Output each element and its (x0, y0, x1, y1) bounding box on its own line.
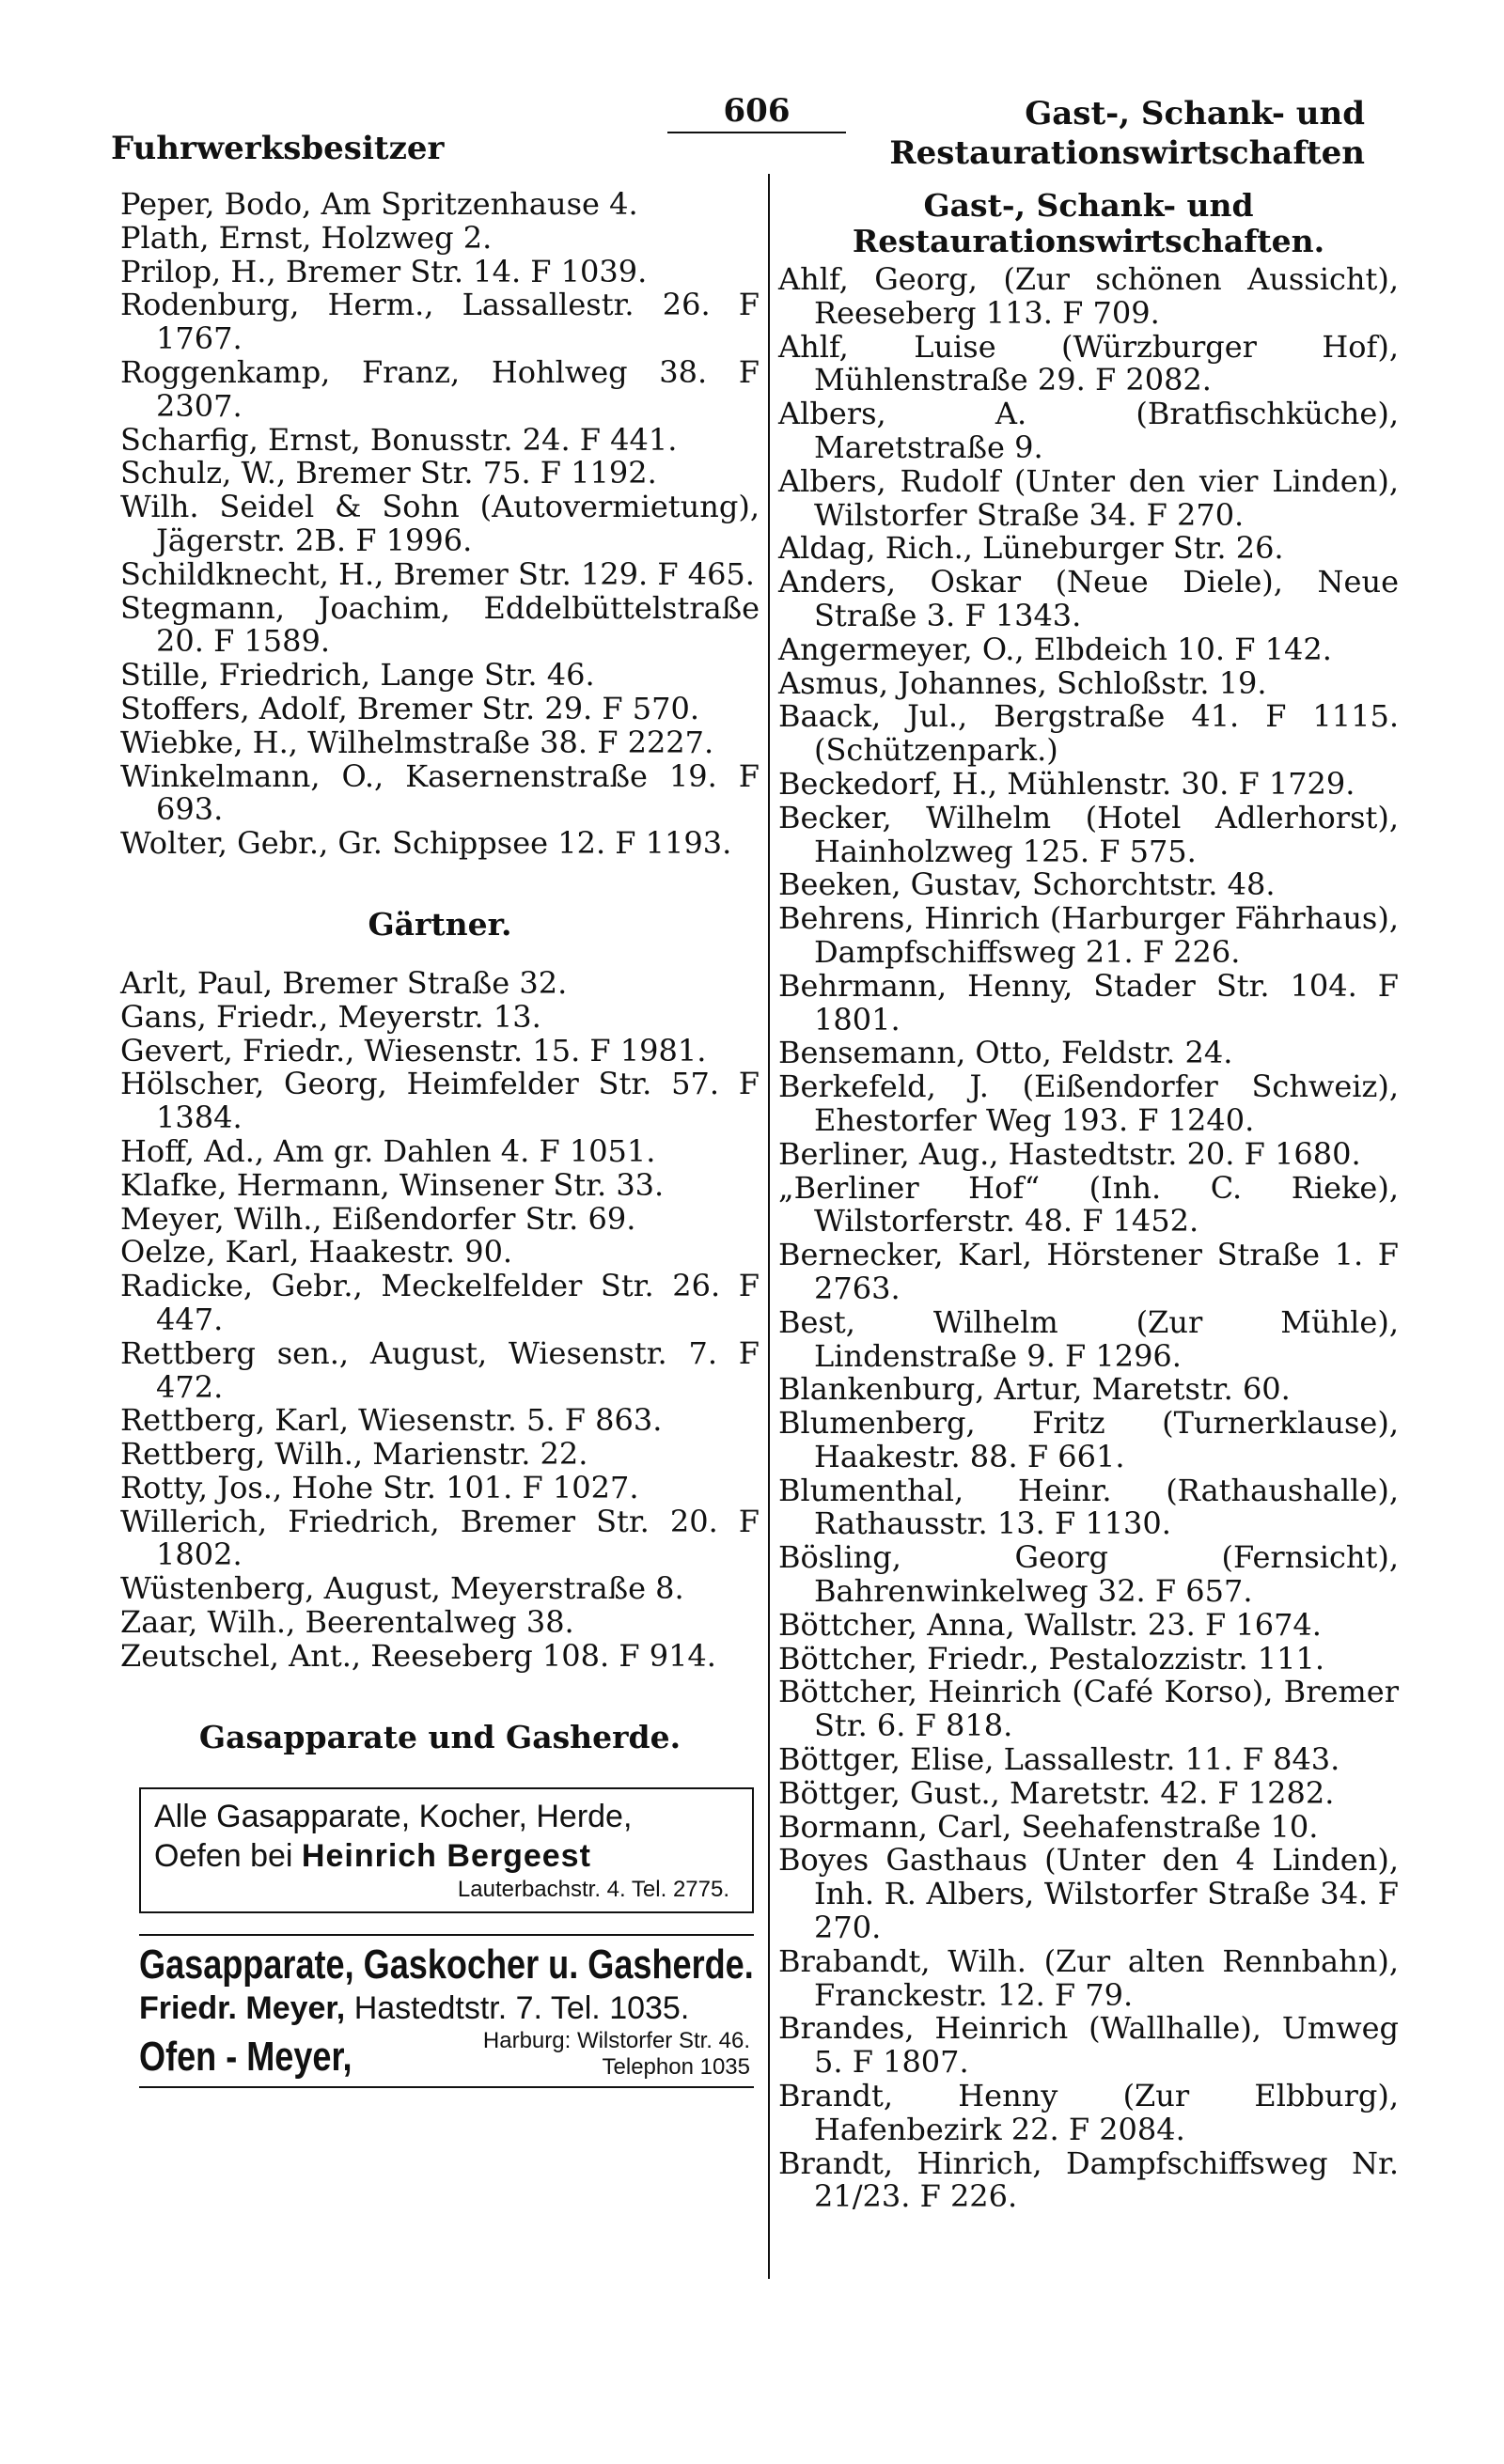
ad-headline: Gasapparate, Gaskocher u. Gasherde. (139, 1941, 754, 1988)
directory-entry: Plath, Ernst, Holzweg 2. (120, 219, 493, 256)
page-number: 606 (667, 92, 846, 133)
section-heading-gastwirtschaften: Gast-, Schank- und Restaurationswirtschaften. (852, 187, 1325, 259)
directory-entry: Boyes Gasthaus (Unter den 4 Linden), Inh. R. Albers, Wilstorfer Straße 34. F 270. (778, 1842, 1399, 1946)
running-header-right-line1: Gast-, Schank- und (1025, 95, 1365, 133)
column-divider (768, 174, 770, 2279)
advertisement-bergeest (139, 1787, 754, 1913)
directory-entry: Stille, Friedrich, Lange Str. 46. (120, 657, 595, 694)
directory-entry: Stegmann, Joachim, Eddelbüttelstraße 20. F 1589. (120, 589, 760, 660)
directory-entry: Anders, Oskar (Neue Diele), Neue Straße 3. F 1343. (778, 564, 1399, 633)
directory-entry: Schulz, W., Bremer Str. 75. F 1192. (120, 455, 657, 491)
directory-entry: „Berliner Hof“ (Inh. C. Rieke), Wilstorferstr. 48. F 1452. (778, 1169, 1399, 1240)
ad-address: Hastedtstr. 7. Tel. 1035. (353, 1989, 690, 2026)
directory-entry: Bösling, Georg (Fernsicht), Bahrenwinkelweg 32. F 657. (778, 1539, 1399, 1610)
directory-entry: Winkelmann, O., Kasernenstraße 19. F 693. (120, 757, 760, 828)
directory-entry: Baack, Jul., Bergstraße 41. F 1115. (Schützenpark.) (778, 698, 1399, 769)
directory-entry: Beckedorf, H., Mühlenstr. 30. F 1729. (778, 765, 1355, 802)
directory-entry: Berliner, Aug., Hastedtstr. 20. F 1680. (778, 1135, 1361, 1172)
directory-entry: Berkefeld, J. (Eißendorfer Schweiz), Ehestorfer Weg 193. F 1240. (778, 1068, 1399, 1138)
directory-entry: Klafke, Hermann, Winsener Str. 33. (120, 1166, 665, 1203)
directory-entry: Roggenkamp, Franz, Hohlweg 38. F 2307. (120, 353, 760, 424)
directory-entry: Böttcher, Heinrich (Café Korso), Bremer Str. 6. F 818. (778, 1674, 1399, 1744)
directory-entry: Wüstenberg, August, Meyerstraße 8. (120, 1570, 684, 1607)
directory-entry: Prilop, H., Bremer Str. 14. F 1039. (120, 253, 648, 289)
directory-entry: Radicke, Gebr., Meckelfelder Str. 26. F 447. (120, 1268, 760, 1337)
advertisement-ofen-meyer (139, 1934, 754, 2088)
directory-entry: Ahlf, Georg, (Zur schönen Aussicht), Reeseberg 113. F 709. (778, 261, 1399, 331)
running-header-right (889, 94, 1365, 173)
gastwirtschaften-list (778, 263, 1399, 2214)
directory-entry: Blumenberg, Fritz (Turnerklause), Haakestr. 88. F 661. (778, 1405, 1399, 1474)
directory-entry: Rettberg, Wilh., Marienstr. 22. (120, 1436, 588, 1473)
ad-phone: Telephon 1035 (602, 2053, 750, 2080)
directory-entry: Aldag, Rich., Lüneburger Str. 26. (778, 530, 1284, 567)
directory-entry: Wiebke, H., Wilhelmstraße 38. F 2227. (120, 724, 714, 760)
directory-entry: Willerich, Friedrich, Bremer Str. 20. F 1802. (120, 1503, 760, 1573)
directory-entry: Zaar, Wilh., Beerentalweg 38. (120, 1604, 574, 1641)
directory-entry: Schildknecht, H., Bremer Str. 129. F 465. (120, 555, 755, 592)
directory-entry: Asmus, Johannes, Schloßstr. 19. (778, 664, 1267, 701)
directory-entry: Brandes, Heinrich (Wallhalle), Umweg 5. F 1807. (778, 2010, 1399, 2081)
directory-entry: Angermeyer, O., Elbdeich 10. F 142. (778, 631, 1332, 667)
gaertner-list (120, 964, 760, 1674)
ad-line: Alle Gasapparate, Kocher, Herde, (154, 1798, 633, 1834)
directory-entry: Beeken, Gustav, Schorchtstr. 48. (778, 866, 1276, 903)
directory-entry: Albers, A. (Bratfischküche), Maretstraße 9. (778, 396, 1399, 465)
fuhrwerk-list (120, 188, 760, 861)
directory-entry: Blumenthal, Heinr. (Rathaushalle), Rathausstr. 13. F 1130. (778, 1472, 1399, 1542)
section-heading-gasapparate: Gasapparate und Gasherde. (198, 1718, 682, 1755)
directory-entry: Best, Wilhelm (Zur Mühle), Lindenstraße 9. F 1296. (778, 1303, 1399, 1374)
directory-entry: Albers, Rudolf (Unter den vier Linden), Wilstorfer Straße 34. F 270. (778, 462, 1399, 533)
directory-entry: Peper, Bodo, Am Spritzenhause 4. (120, 186, 638, 222)
ad-address: Lauterbachstr. 4. Tel. 2775. (457, 1876, 729, 1902)
directory-entry: Bensemann, Otto, Feldstr. 24. (778, 1035, 1233, 1071)
directory-entry: Rotty, Jos., Hohe Str. 101. F 1027. (120, 1469, 639, 1505)
running-header-right-line2: Restaurationswirtschaften (889, 134, 1365, 172)
directory-entry: Böttcher, Anna, Wallstr. 23. F 1674. (778, 1606, 1322, 1643)
directory-entry: Bernecker, Karl, Hörstener Straße 1. F 2763. (778, 1237, 1399, 1306)
directory-entry: Brandt, Hinrich, Dampfschiffsweg Nr. 21/23. F 226. (778, 2144, 1399, 2215)
directory-entry: Rodenburg, Herm., Lassallestr. 26. F 1767. (120, 287, 760, 357)
section-heading-gaertner: Gärtner. (368, 905, 512, 943)
directory-entry: Hoff, Ad., Am gr. Dahlen 4. F 1051. (120, 1132, 656, 1169)
directory-entry: Brabandt, Wilh. (Zur alten Rennbahn), Franckestr. 12. F 79. (778, 1942, 1399, 2013)
directory-entry: Oelze, Karl, Haakestr. 90. (120, 1234, 513, 1271)
directory-entry: Böttcher, Friedr., Pestalozzistr. 111. (778, 1640, 1325, 1676)
directory-entry: Wolter, Gebr., Gr. Schippsee 12. F 1193. (120, 825, 732, 862)
directory-entry: Rettberg sen., August, Wiesenstr. 7. F 472. (120, 1334, 760, 1405)
ad-firm-name: Friedr. Meyer, (139, 1989, 346, 2026)
directory-entry: Brandt, Henny (Zur Elbburg), Hafenbezirk 22. F 2084. (778, 2078, 1399, 2147)
directory-entry: Wilh. Seidel & Sohn (Autovermietung), Jägerstr. 2B. F 1996. (120, 489, 760, 558)
directory-entry: Ahlf, Luise (Würzburger Hof), Mühlenstraße 29. F 2082. (778, 328, 1399, 398)
running-header-left: Fuhrwerksbesitzer (111, 130, 445, 167)
directory-entry: Behrens, Hinrich (Harburger Fährhaus), Dampfschiffsweg 21. F 226. (778, 900, 1399, 970)
directory-entry: Meyer, Wilh., Eißendorfer Str. 69. (120, 1200, 636, 1237)
directory-entry: Scharfig, Ernst, Bonusstr. 24. F 441. (120, 421, 678, 458)
ad-line (139, 1988, 754, 2028)
directory-entry: Arlt, Paul, Bremer Straße 32. (120, 964, 568, 1001)
directory-entry: Hölscher, Georg, Heimfelder Str. 57. F 1384. (120, 1066, 760, 1136)
directory-entry: Blankenburg, Artur, Maretstr. 60. (778, 1371, 1291, 1408)
right-column (778, 188, 1399, 2214)
directory-entry: Böttger, Elise, Lassallestr. 11. F 843. (778, 1741, 1340, 1778)
ad-line (139, 2028, 754, 2081)
directory-entry: Rettberg, Karl, Wiesenstr. 5. F 863. (120, 1402, 663, 1439)
directory-entry: Stoffers, Adolf, Bremer Str. 29. F 570. (120, 690, 700, 726)
directory-entry: Gans, Friedr., Meyerstr. 13. (120, 998, 541, 1035)
ad-address: Harburg: Wilstorfer Str. 46. (482, 2027, 750, 2053)
ad-firm-name: Heinrich Bergeest (301, 1837, 591, 1874)
left-column (120, 188, 760, 2088)
ad-address-block (393, 2028, 754, 2081)
directory-entry: Becker, Wilhelm (Hotel Adlerhorst), Hainholzweg 125. F 575. (778, 799, 1399, 869)
directory-entry: Böttger, Gust., Maretstr. 42. F 1282. (778, 1774, 1335, 1811)
directory-entry: Bormann, Carl, Seehafenstraße 10. (778, 1808, 1319, 1845)
directory-entry: Gevert, Friedr., Wiesenstr. 15. F 1981. (120, 1032, 707, 1068)
directory-entry: Behrmann, Henny, Stader Str. 104. F 1801. (778, 967, 1399, 1037)
ad-text: Oefen bei (154, 1837, 293, 1874)
ad-line (154, 1836, 739, 1876)
directory-entry: Zeutschel, Ant., Reeseberg 108. F 914. (120, 1637, 716, 1674)
ad-firm-name: Ofen - Meyer, (139, 2033, 352, 2080)
